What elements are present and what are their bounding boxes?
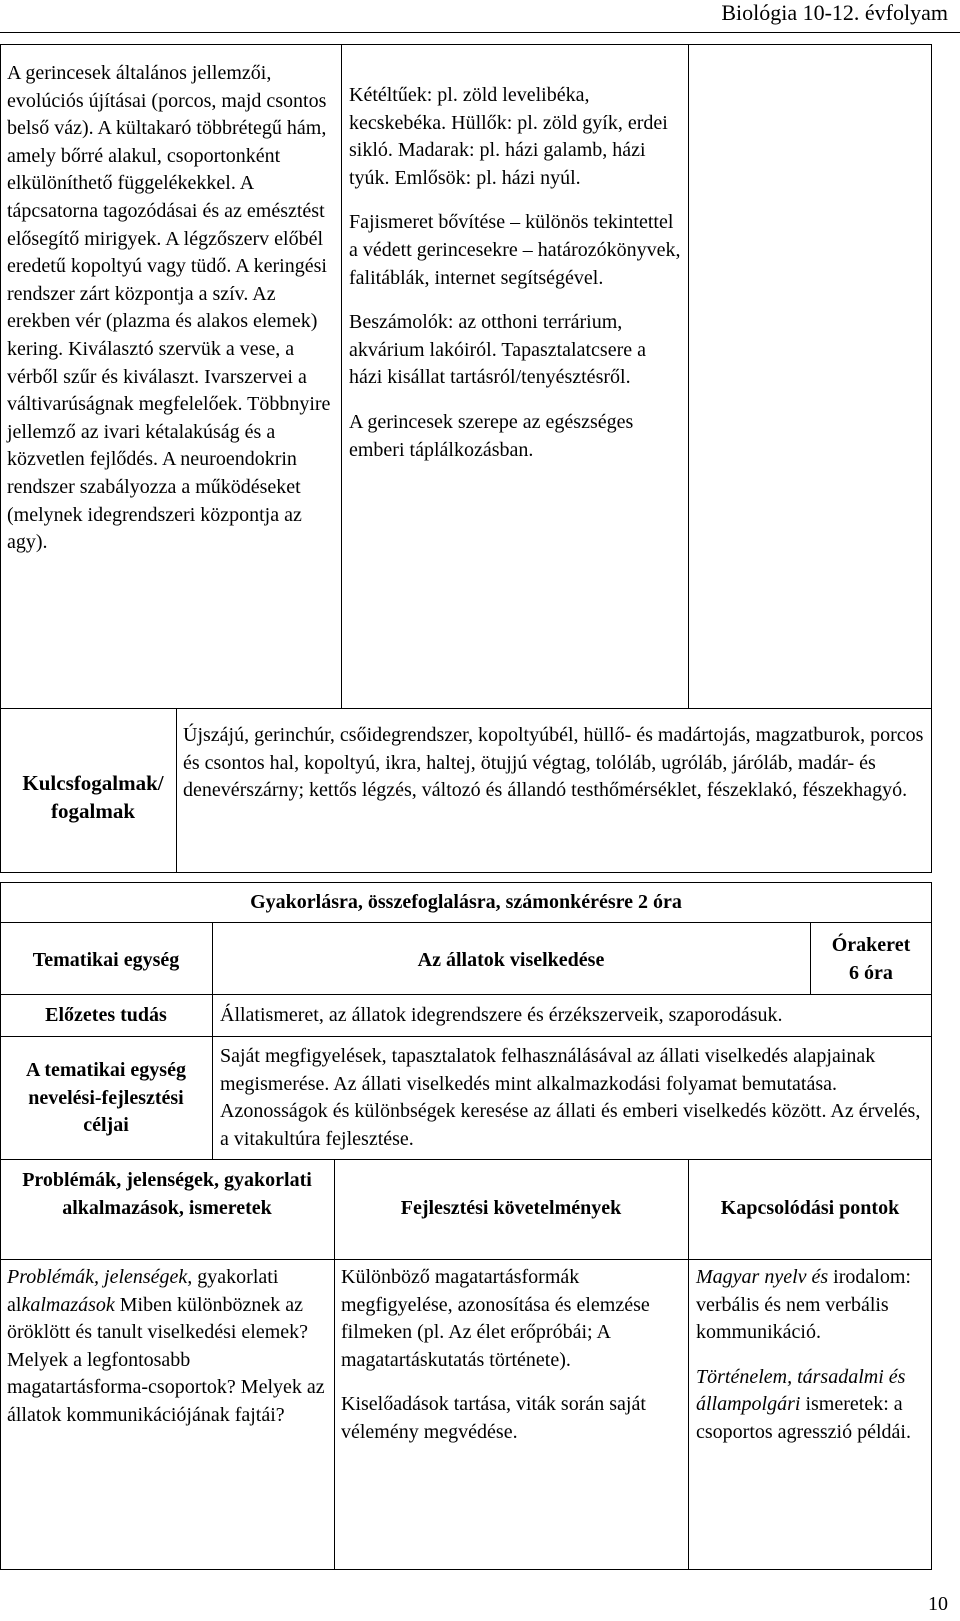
header-rule <box>0 32 960 33</box>
prior-knowledge-text: Állatismeret, az állatok idegrendszere és érzékszerveik, szaporodásuk. <box>220 1004 783 1026</box>
content-table-bottom <box>0 882 932 1570</box>
connection-detail: irodalom: verbális és nem verbális kommunikáció. <box>696 1266 911 1344</box>
goals-label: A tematikai egység nevelési-fejlesztési céljai <box>26 1059 186 1137</box>
document-header: Biológia 10-12. évfolyam <box>721 0 948 25</box>
page-number: 10 <box>928 1593 948 1616</box>
goals-text: Saját megfigyelések, tapasztalatok felhasználásával az állati viselkedés alapjainak megismerése. Az állati viselkedés mint alkalmazkodási folyamat bemutatása. Azonosságok és különbségek keresése az állati és emberi viselkedés között. Az érvelés, a vitakultúra fejlesztése. <box>220 1045 921 1150</box>
table-divider <box>0 922 932 923</box>
connections-cell <box>696 1264 928 1447</box>
nutrition-role-paragraph: A gerincesek szerepe az egészséges emberi táplálkozásban. <box>349 410 634 461</box>
problems-cell <box>7 1264 330 1430</box>
keywords-text: Újszájú, gerinchúr, csőidegrendszer, kopoltyúbél, hüllő- és madártojás, magzatburok, porcos és csontos hal, kopoltyú, ikra, haltej, ötujjú végtag, tolóláb, ugróláb, járóláb, madár- és denevérszárny; kettős légzés, változó és állandó testhőmérséklet, fészeklakó, fészekhagyó. <box>183 724 924 802</box>
table-divider <box>0 708 932 709</box>
problems-plain-1: gyakorlati al <box>7 1266 279 1316</box>
connection-item-history <box>696 1364 928 1447</box>
problems-italic-2: kalmazások <box>21 1293 115 1316</box>
requirements-cell <box>341 1264 681 1447</box>
species-knowledge-expansion: Fajismeret bővítése – különös tekintettel a védett gerincesekre – határozókönyvek, falitáblák, internet segítségével. <box>349 211 681 289</box>
connection-subject: Magyar nyelv és <box>696 1266 829 1288</box>
column-header-requirements: Fejlesztési követelmények <box>400 1197 622 1219</box>
column-header-connections: Kapcsolódási pontok <box>720 1197 900 1219</box>
connection-subject: Történelem, társadalmi és állampolgári <box>696 1365 906 1416</box>
vertebrate-characteristics-text: A gerincesek általános jellemzői, evolúciós újításai (porcos, majd csontos belső váz). A kültakaró többrétegű hám, amely bőrré alakul, csoportonként elkülöníthető függelékekkel. A tápcsatorna tagozódásai és az emésztést elősegítő mirigyek. A légzőszerv előbél eredetű kopoltyú vagy tüdő. A keringési rendszer zárt központja a szív. Az erekben vér (plazma és alakos elemek) kering. Kiválasztó szervük a vese, a vérből szűr és kiválaszt. Ivarszervei a váltivarúságnak megfelelőek. Többnyire jellemző az ivari kétalakúság és a közvetlen fejlődés. A neuroendokrin rendszer szabályozza a működéseket (melynek idegrendszeri központja az agy). <box>7 62 331 554</box>
connection-detail: ismeretek: a csoportos agresszió példái. <box>696 1393 911 1443</box>
unit-title: Az állatok viselkedése <box>417 949 605 971</box>
problems-questions: Miben különböznek az öröklött és tanult viselkedési elemek? Melyek a legfontosabb magatartásforma-csoportok? Melyek az állatok kommunikációjának fajtái? <box>7 1293 325 1426</box>
requirement-item: Különböző magatartásformák megfigyelése, azonosítása és elemzése filmeken (pl. Az élet erőpróbái; A magatartáskutatás története). <box>341 1266 650 1371</box>
requirement-item: Kiselőadások tartása, viták során saját vélemény megvédése. <box>341 1393 646 1443</box>
connection-item-literature <box>696 1264 928 1347</box>
hours-label: Órakeret <box>831 934 911 956</box>
prior-knowledge-label: Előzetes tudás <box>45 1004 167 1026</box>
table-divider <box>176 708 177 873</box>
hours-value: 6 óra <box>849 961 893 984</box>
table-divider <box>0 1259 932 1260</box>
table-divider <box>341 44 342 709</box>
activities-column <box>349 82 684 464</box>
hours-note: Gyakorlásra, összefoglalásra, számonkérésre 2 óra <box>250 891 682 913</box>
keywords-label: Kulcsfogalmak/ fogalmak <box>22 771 164 823</box>
table-divider <box>0 994 932 995</box>
column-header-problems: Problémák, jelenségek, gyakorlati alkalmazások, ismeretek <box>22 1169 312 1219</box>
species-examples: Kétéltűek: pl. zöld levelibéka, kecskebéka. Hüllők: pl. zöld gyík, erdei sikló. Madarak: pl. házi galamb, házi tyúk. Emlősök: pl. házi nyúl. <box>349 84 668 189</box>
table-divider <box>0 1159 932 1160</box>
unit-label: Tematikai egység <box>32 949 180 971</box>
hours-frame <box>810 932 932 987</box>
table-divider <box>0 1036 932 1037</box>
problems-italic-1: Problémák, jelenségek, <box>7 1266 193 1288</box>
reports-paragraph: Beszámolók: az otthoni terrárium, akvárium lakóiról. Tapasztalatcsere a házi kisállat tartásról/tenyésztésről. <box>349 311 646 389</box>
table-divider <box>688 44 689 709</box>
